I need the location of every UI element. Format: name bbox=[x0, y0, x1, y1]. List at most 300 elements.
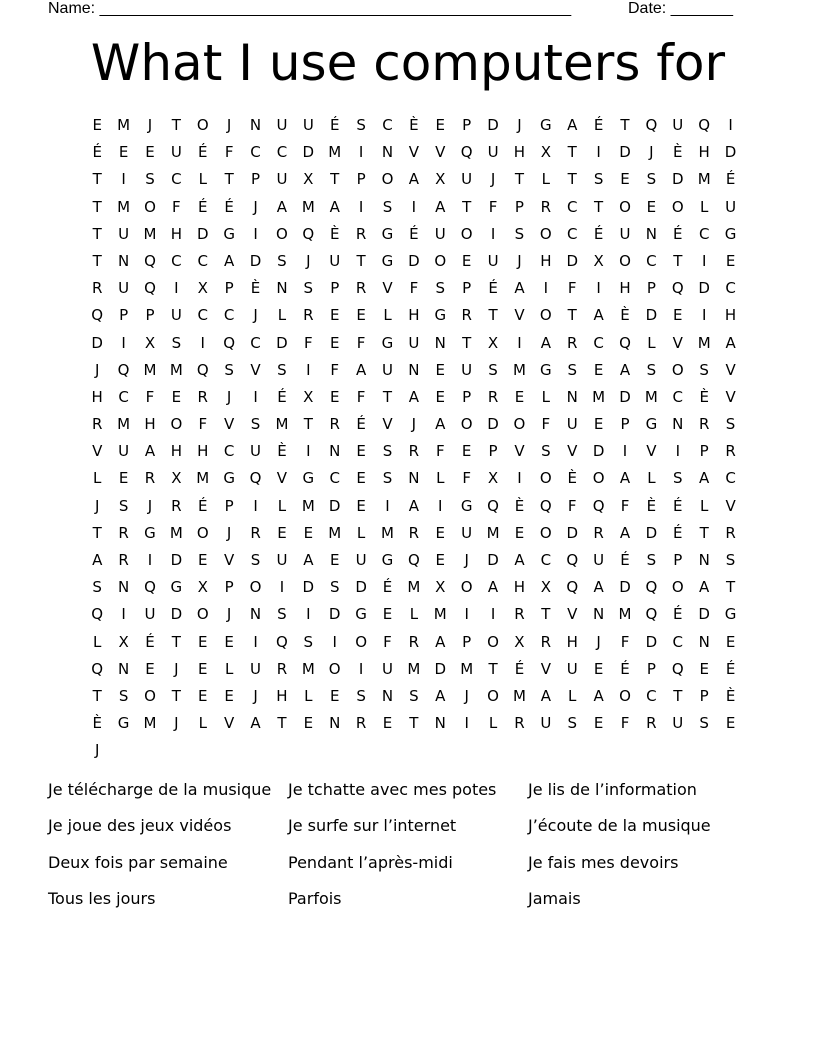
grid-letter: É bbox=[593, 116, 604, 134]
grid-letter: C bbox=[646, 686, 657, 705]
grid-letter: S bbox=[646, 551, 657, 569]
grid-letter: J bbox=[306, 251, 311, 270]
grid-letter: D bbox=[592, 442, 605, 461]
grid-letter: U bbox=[593, 551, 605, 569]
grid-letter: L bbox=[700, 496, 709, 515]
grid-letter: G bbox=[434, 306, 447, 325]
grid-letter: É bbox=[224, 197, 234, 216]
grid-letter: E bbox=[382, 605, 393, 624]
grid-letter: U bbox=[566, 659, 578, 678]
grid-letter: C bbox=[593, 333, 604, 352]
grid-letter: I bbox=[517, 333, 522, 352]
grid-letter: É bbox=[725, 170, 736, 189]
grid-letter: N bbox=[117, 251, 130, 270]
grid-letter: Q bbox=[619, 333, 631, 352]
grid-letter: A bbox=[699, 578, 710, 597]
letter-grid bbox=[84, 112, 744, 765]
grid-letter: C bbox=[566, 224, 578, 243]
grid-letter: U bbox=[672, 116, 684, 134]
grid-letter: Q bbox=[302, 224, 315, 243]
grid-letter: S bbox=[646, 170, 657, 189]
grid-letter: J bbox=[147, 496, 153, 515]
grid-letter: I bbox=[121, 333, 126, 352]
name-line: Name: _____________________________________________________ bbox=[48, 0, 572, 17]
grid-letter: V bbox=[276, 469, 288, 488]
grid-letter: P bbox=[356, 170, 366, 189]
grid-letter: R bbox=[725, 523, 736, 542]
grid-letter: X bbox=[593, 251, 604, 270]
grid-letter: E bbox=[593, 415, 604, 434]
grid-letter: Q bbox=[91, 659, 104, 678]
grid-letter: I bbox=[385, 496, 390, 515]
grid-letter: É bbox=[277, 387, 287, 406]
grid-letter: T bbox=[488, 306, 498, 325]
grid-letter: S bbox=[303, 632, 314, 651]
grid-letter: E bbox=[329, 306, 340, 325]
grid-letter: A bbox=[276, 197, 288, 216]
grid-letter: È bbox=[277, 442, 287, 461]
grid-letter: T bbox=[92, 523, 102, 542]
grid-letter: R bbox=[487, 387, 499, 406]
grid-letter: F bbox=[409, 279, 419, 298]
grid-letter: E bbox=[725, 632, 736, 651]
grid-letter: A bbox=[540, 686, 551, 705]
grid-letter: A bbox=[435, 632, 446, 651]
grid-letter: L bbox=[647, 469, 656, 488]
grid-letter: A bbox=[514, 279, 525, 298]
grid-letter: N bbox=[698, 551, 710, 569]
grid-letter: P bbox=[462, 279, 472, 298]
grid-letter: P bbox=[673, 551, 683, 569]
grid-letter: D bbox=[170, 605, 183, 624]
grid-letter: È bbox=[409, 116, 419, 134]
grid-letter: J bbox=[226, 387, 232, 406]
grid-letter: Q bbox=[671, 659, 684, 678]
grid-letter: F bbox=[330, 360, 340, 379]
grid-letter: J bbox=[253, 306, 258, 325]
grid-letter: S bbox=[329, 578, 340, 597]
grid-letter: T bbox=[567, 170, 577, 189]
grid-letter: T bbox=[541, 605, 551, 624]
word-list-item: Je télécharge de la musique bbox=[48, 780, 272, 799]
grid-letter: L bbox=[436, 469, 445, 488]
grid-letter: F bbox=[620, 496, 630, 515]
grid-letter: V bbox=[382, 415, 393, 434]
grid-letter: V bbox=[408, 143, 420, 162]
grid-letter: R bbox=[698, 415, 710, 434]
grid-letter: I bbox=[438, 496, 443, 515]
grid-letter: S bbox=[593, 170, 604, 189]
grid-letter: O bbox=[671, 360, 684, 379]
grid-letter: V bbox=[224, 551, 235, 569]
word-list-item: Je lis de l’information bbox=[528, 780, 697, 799]
grid-letter: Q bbox=[91, 306, 104, 325]
grid-letter: È bbox=[620, 306, 630, 325]
grid-letter: I bbox=[121, 605, 126, 624]
grid-letter: C bbox=[171, 251, 182, 270]
grid-letter: X bbox=[487, 469, 499, 488]
grid-letter: N bbox=[566, 387, 578, 406]
grid-letter: A bbox=[540, 333, 551, 352]
grid-letter: N bbox=[593, 605, 605, 624]
grid-letter: R bbox=[725, 442, 736, 461]
grid-letter: U bbox=[672, 714, 684, 733]
grid-letter: V bbox=[250, 360, 261, 379]
grid-letter: M bbox=[143, 360, 157, 379]
grid-letter: G bbox=[381, 224, 394, 243]
grid-letter: T bbox=[514, 170, 525, 189]
grid-letter: R bbox=[646, 714, 657, 733]
grid-letter: T bbox=[224, 170, 234, 189]
grid-letter: S bbox=[277, 605, 287, 624]
grid-letter: E bbox=[356, 442, 366, 461]
grid-letter: F bbox=[435, 442, 445, 461]
grid-letter: E bbox=[593, 360, 604, 379]
word-list-item: Je surfe sur l’internet bbox=[288, 816, 457, 836]
grid-letter: R bbox=[276, 659, 288, 678]
grid-letter: D bbox=[487, 551, 499, 569]
grid-letter: C bbox=[223, 306, 235, 325]
grid-letter: H bbox=[619, 279, 631, 298]
grid-letter: A bbox=[355, 360, 367, 379]
grid-letter: A bbox=[224, 251, 235, 270]
grid-letter: É bbox=[382, 578, 393, 597]
grid-letter: A bbox=[487, 578, 499, 597]
grid-letter: P bbox=[514, 197, 524, 216]
grid-letter: J bbox=[174, 714, 179, 733]
grid-letter: N bbox=[645, 224, 658, 243]
grid-letter: N bbox=[117, 578, 130, 597]
grid-letter: J bbox=[464, 551, 469, 569]
grid-letter: T bbox=[488, 659, 498, 678]
grid-letter: O bbox=[539, 224, 552, 243]
grid-letter: E bbox=[329, 551, 340, 569]
grid-letter: T bbox=[277, 714, 287, 733]
grid-letter: É bbox=[409, 224, 419, 243]
word-list-item: Parfois bbox=[288, 888, 342, 908]
grid-letter: S bbox=[356, 116, 366, 134]
grid-letter: Q bbox=[249, 469, 262, 488]
grid-letter: D bbox=[249, 251, 262, 270]
grid-letter: U bbox=[355, 551, 367, 569]
grid-letter: É bbox=[145, 632, 155, 651]
grid-letter: N bbox=[249, 116, 262, 134]
grid-letter: R bbox=[303, 306, 314, 325]
grid-letter: E bbox=[356, 469, 366, 488]
grid-letter: F bbox=[356, 333, 366, 352]
grid-letter: É bbox=[620, 659, 630, 678]
grid-letter: H bbox=[91, 387, 103, 406]
grid-letter: T bbox=[92, 197, 102, 216]
grid-letter: O bbox=[196, 605, 209, 624]
grid-letter: R bbox=[540, 632, 552, 651]
grid-letter: U bbox=[434, 224, 446, 243]
grid-letter: D bbox=[487, 116, 499, 134]
word-list-item: Pendant l’après-midi bbox=[288, 852, 453, 872]
grid-letter: M bbox=[117, 197, 131, 216]
grid-letter: U bbox=[276, 116, 288, 134]
grid-letter: J bbox=[226, 605, 232, 624]
grid-letter: I bbox=[701, 251, 707, 270]
grid-letter: F bbox=[567, 496, 577, 515]
grid-letter: Q bbox=[645, 605, 658, 624]
grid-letter: F bbox=[462, 469, 471, 488]
grid-letter: É bbox=[198, 143, 208, 162]
grid-letter: H bbox=[566, 632, 578, 651]
grid-letter: M bbox=[301, 496, 315, 515]
grid-letter: O bbox=[513, 415, 526, 434]
grid-letter: C bbox=[672, 632, 684, 651]
grid-letter: G bbox=[170, 578, 183, 597]
grid-letter: L bbox=[541, 387, 551, 406]
grid-letter: D bbox=[724, 143, 737, 162]
grid-letter: P bbox=[699, 442, 709, 461]
grid-letter: S bbox=[725, 415, 736, 434]
grid-letter: Q bbox=[460, 143, 473, 162]
grid-letter: É bbox=[514, 659, 525, 678]
grid-letter: É bbox=[329, 116, 340, 134]
grid-letter: M bbox=[328, 523, 342, 542]
grid-letter: U bbox=[118, 224, 130, 243]
grid-letter: P bbox=[119, 306, 129, 325]
grid-letter: A bbox=[593, 306, 604, 325]
grid-letter: H bbox=[540, 251, 552, 270]
grid-letter: T bbox=[567, 143, 577, 162]
grid-letter: C bbox=[725, 279, 736, 298]
grid-letter: X bbox=[197, 578, 208, 597]
grid-letter: H bbox=[724, 306, 737, 325]
grid-letter: V bbox=[224, 714, 235, 733]
grid-letter: J bbox=[94, 360, 100, 379]
grid-letter: M bbox=[697, 333, 711, 352]
grid-letter: È bbox=[725, 686, 736, 705]
grid-letter: R bbox=[514, 714, 525, 733]
grid-letter: I bbox=[279, 578, 285, 597]
grid-letter: L bbox=[198, 714, 207, 733]
grid-letter: R bbox=[250, 523, 261, 542]
grid-letter: C bbox=[171, 170, 182, 189]
grid-letter: C bbox=[250, 333, 261, 352]
grid-letter: Q bbox=[117, 360, 130, 379]
grid-letter: E bbox=[303, 523, 314, 542]
grid-letter: C bbox=[250, 143, 261, 162]
grid-letter: T bbox=[725, 578, 736, 597]
grid-letter: D bbox=[196, 224, 209, 243]
grid-letter: D bbox=[645, 632, 658, 651]
grid-letter: O bbox=[619, 197, 631, 216]
grid-letter: A bbox=[593, 686, 604, 705]
grid-letter: I bbox=[490, 224, 496, 243]
word-list-item: Je tchatte avec mes potes bbox=[288, 780, 497, 799]
grid-letter: I bbox=[332, 632, 337, 651]
grid-letter: I bbox=[306, 360, 311, 379]
grid-letter: X bbox=[435, 578, 446, 597]
grid-letter: L bbox=[488, 714, 498, 733]
grid-letter: T bbox=[171, 632, 181, 651]
grid-letter: U bbox=[408, 333, 420, 352]
grid-letter: I bbox=[358, 659, 364, 678]
grid-letter: M bbox=[486, 523, 500, 542]
grid-letter: Q bbox=[698, 116, 711, 134]
grid-letter: E bbox=[303, 714, 314, 733]
grid-letter: L bbox=[93, 469, 102, 488]
grid-letter: F bbox=[356, 387, 366, 406]
grid-letter: G bbox=[223, 469, 235, 488]
grid-letter: É bbox=[593, 224, 604, 243]
grid-letter: J bbox=[490, 170, 496, 189]
grid-letter: A bbox=[725, 333, 736, 352]
grid-letter: N bbox=[117, 659, 130, 678]
grid-letter: Q bbox=[276, 632, 288, 651]
grid-letter: R bbox=[118, 551, 129, 569]
grid-letter: R bbox=[355, 224, 367, 243]
grid-letter: E bbox=[224, 686, 234, 705]
grid-letter: O bbox=[539, 523, 552, 542]
grid-letter: H bbox=[144, 415, 156, 434]
grid-letter: J bbox=[411, 415, 417, 434]
grid-letter: M bbox=[301, 197, 315, 216]
grid-letter: I bbox=[253, 224, 258, 243]
grid-letter: M bbox=[143, 714, 157, 733]
grid-letter: T bbox=[594, 197, 604, 216]
grid-letter: H bbox=[513, 578, 526, 597]
grid-letter: U bbox=[170, 306, 182, 325]
grid-letter: D bbox=[355, 578, 367, 597]
grid-letter: T bbox=[303, 415, 313, 434]
grid-letter: A bbox=[619, 469, 631, 488]
grid-letter: L bbox=[224, 659, 234, 678]
grid-letter: X bbox=[540, 143, 551, 162]
grid-letter: T bbox=[699, 523, 709, 542]
header bbox=[48, 0, 748, 20]
grid-letter: E bbox=[145, 143, 155, 162]
grid-letter: I bbox=[622, 442, 628, 461]
grid-letter: É bbox=[673, 224, 683, 243]
grid-letter: R bbox=[514, 605, 525, 624]
grid-letter: N bbox=[434, 714, 446, 733]
grid-letter: U bbox=[461, 170, 473, 189]
grid-letter: I bbox=[411, 197, 417, 216]
grid-letter: O bbox=[381, 170, 394, 189]
grid-letter: T bbox=[673, 251, 683, 270]
grid-letter: E bbox=[725, 714, 736, 733]
grid-letter: I bbox=[147, 551, 153, 569]
grid-letter: E bbox=[329, 387, 340, 406]
word-list-item: Je joue des jeux vidéos bbox=[48, 816, 232, 836]
grid-letter: X bbox=[118, 632, 129, 651]
grid-letter: V bbox=[514, 442, 525, 461]
grid-letter: D bbox=[698, 605, 710, 624]
grid-letter: É bbox=[198, 496, 208, 515]
word-list-item: Tous les jours bbox=[48, 888, 156, 908]
grid-letter: T bbox=[409, 714, 419, 733]
grid-letter: G bbox=[540, 360, 552, 379]
grid-letter: X bbox=[144, 333, 156, 352]
grid-letter: R bbox=[408, 523, 420, 542]
grid-letter: J bbox=[226, 523, 232, 542]
grid-letter: V bbox=[725, 496, 736, 515]
grid-letter: A bbox=[593, 578, 604, 597]
grid-letter: G bbox=[381, 251, 394, 270]
grid-letter: I bbox=[253, 632, 258, 651]
grid-letter: G bbox=[540, 116, 552, 134]
grid-letter: E bbox=[435, 116, 446, 134]
grid-letter: T bbox=[462, 333, 472, 352]
grid-letter: P bbox=[145, 306, 155, 325]
grid-letter: D bbox=[302, 143, 315, 162]
grid-letter: G bbox=[302, 469, 315, 488]
grid-letter: F bbox=[172, 197, 181, 216]
grid-letter: E bbox=[725, 251, 736, 270]
grid-letter: J bbox=[464, 686, 469, 705]
grid-letter: J bbox=[94, 496, 100, 515]
date-line: Date: _______ bbox=[628, 0, 733, 17]
grid-letter: N bbox=[276, 279, 288, 298]
grid-letter: Q bbox=[487, 496, 499, 515]
grid-letter: M bbox=[301, 659, 315, 678]
grid-letter: F bbox=[198, 415, 208, 434]
grid-letter: O bbox=[144, 686, 156, 705]
grid-letter: T bbox=[673, 686, 683, 705]
grid-letter: M bbox=[169, 523, 183, 542]
grid-letter: F bbox=[145, 387, 155, 406]
grid-letter: E bbox=[198, 551, 208, 569]
grid-letter: S bbox=[250, 415, 261, 434]
grid-letter: G bbox=[724, 224, 737, 243]
grid-letter: H bbox=[513, 143, 526, 162]
grid-letter: E bbox=[118, 143, 129, 162]
grid-letter: A bbox=[619, 523, 631, 542]
grid-letter: H bbox=[197, 442, 209, 461]
grid-letter: Q bbox=[144, 279, 156, 298]
grid-letter: N bbox=[408, 360, 420, 379]
grid-letter: E bbox=[277, 523, 287, 542]
grid-letter: I bbox=[701, 306, 707, 325]
grid-letter: C bbox=[646, 251, 657, 270]
grid-letter: È bbox=[329, 224, 340, 243]
grid-letter: E bbox=[145, 659, 155, 678]
grid-letter: M bbox=[275, 415, 289, 434]
grid-letter: C bbox=[329, 469, 340, 488]
grid-letter: X bbox=[514, 632, 525, 651]
grid-letter: D bbox=[645, 306, 658, 325]
grid-letter: O bbox=[592, 469, 605, 488]
grid-letter: U bbox=[144, 605, 156, 624]
grid-letter: E bbox=[356, 496, 366, 515]
grid-letter: E bbox=[198, 632, 208, 651]
grid-letter: S bbox=[92, 578, 102, 597]
grid-letter: N bbox=[408, 469, 420, 488]
grid-letter: U bbox=[566, 415, 578, 434]
grid-letter: R bbox=[593, 523, 604, 542]
grid-letter: T bbox=[462, 197, 472, 216]
grid-letter: E bbox=[699, 659, 709, 678]
grid-letter: U bbox=[329, 251, 341, 270]
grid-letter: I bbox=[358, 143, 364, 162]
grid-letter: G bbox=[381, 333, 394, 352]
grid-letter: T bbox=[92, 251, 102, 270]
grid-letter: D bbox=[408, 251, 420, 270]
grid-letter: E bbox=[514, 387, 525, 406]
grid-letter: È bbox=[250, 279, 261, 298]
grid-letter: L bbox=[356, 523, 366, 542]
grid-letter: E bbox=[461, 442, 472, 461]
grid-letter: Q bbox=[645, 116, 658, 134]
grid-letter: A bbox=[92, 551, 103, 569]
grid-letter: O bbox=[196, 116, 209, 134]
grid-letter: S bbox=[699, 360, 709, 379]
grid-letter: E bbox=[514, 523, 525, 542]
